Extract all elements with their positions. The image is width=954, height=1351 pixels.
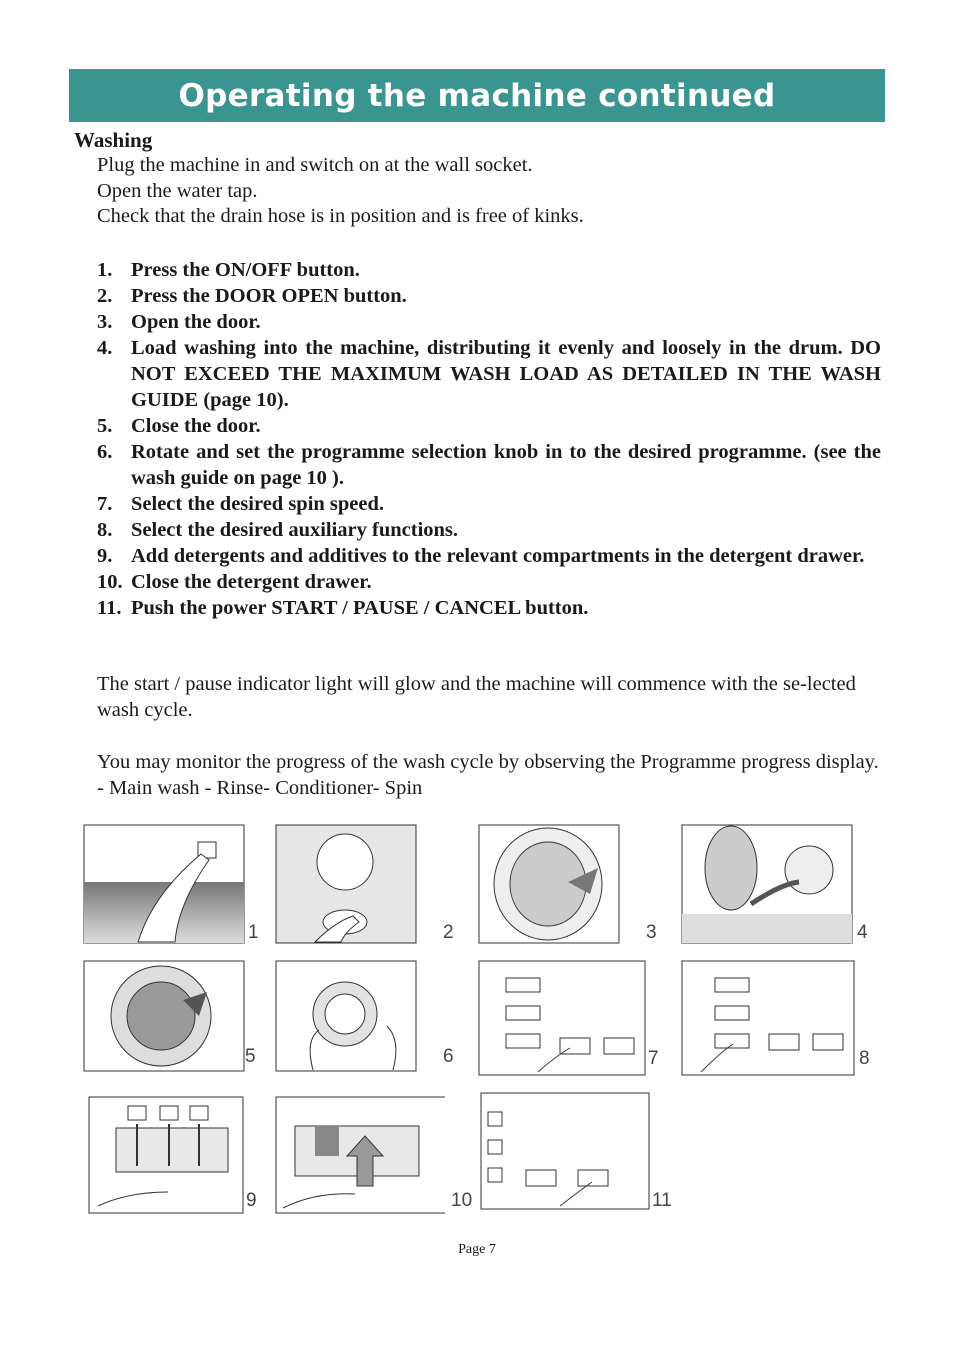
door-open-illustration: [275, 824, 417, 944]
step-number: 1.: [97, 259, 113, 281]
step-number: 7.: [97, 493, 113, 515]
step-number: 2.: [97, 285, 113, 307]
intro-line: Check that the drain hose is in position and is free of kinks.: [97, 205, 584, 227]
step-text: Load washing into the machine, distributing it evenly and loosely in the drum. DO NOT EXCEED THE MAXIMUM WASH LOAD AS DETAILED IN THE WASH GUIDE (page 10).: [131, 337, 881, 411]
step-text: Press the DOOR OPEN button.: [131, 285, 407, 307]
figure-10-label: 10: [451, 1190, 473, 1211]
intro-line: Open the water tap.: [97, 179, 258, 202]
step-item: [97, 569, 881, 595]
figure-5-label: 5: [245, 1046, 256, 1067]
instruction-figures: [80, 820, 880, 1220]
step-item: [97, 439, 881, 491]
page-title: Operating the machine continued: [178, 77, 776, 114]
figure-3-label: 3: [646, 922, 657, 943]
progress-paragraph: You may monitor the progress of the wash cycle by observing the Programme progress display. - Main wash - Rinse- Conditioner- Spin: [97, 751, 879, 799]
step-item: [97, 543, 881, 569]
figure-7: [478, 960, 659, 1076]
figure-7-label: 7: [648, 1048, 659, 1069]
step-text: Push the power START / PAUSE / CANCEL button.: [131, 597, 589, 619]
figure-1-label: 1: [248, 922, 259, 943]
figure-3: [478, 824, 657, 944]
step-item: [97, 335, 881, 413]
figure-1: [83, 824, 259, 944]
spin-speed-panel-illustration: [478, 960, 646, 1076]
figure-6-label: 6: [443, 1046, 454, 1067]
step-text: Open the door.: [131, 311, 261, 333]
load-washing-illustration: [681, 824, 853, 944]
programme-knob-illustration: [275, 960, 417, 1072]
figure-4-label: 4: [857, 922, 868, 943]
step-item: [97, 595, 881, 621]
step-text: Rotate and set the programme selection knob in to the desired programme. (see the wash guide on page 10 ).: [131, 441, 881, 489]
intro-text: [97, 153, 584, 230]
figure-10: [275, 1096, 473, 1214]
start-pause-panel-illustration: [480, 1092, 650, 1210]
step-number: 10.: [97, 571, 123, 593]
intro-line: Plug the machine in and switch on at the wall socket.: [97, 154, 533, 176]
step-item: [97, 257, 881, 283]
open-door-illustration: [478, 824, 620, 944]
figure-8: [681, 960, 870, 1076]
step-item: [97, 517, 881, 543]
step-item: [97, 309, 881, 335]
step-number: 5.: [97, 415, 113, 437]
close-door-illustration: [83, 960, 245, 1072]
figure-9-label: 9: [246, 1190, 257, 1211]
figure-5: [83, 960, 256, 1072]
figure-11: [480, 1092, 672, 1211]
step-number: 6.: [97, 441, 113, 463]
step-item: [97, 491, 881, 517]
step-item: [97, 413, 881, 439]
step-item: [97, 283, 881, 309]
step-text: Add detergents and additives to the relevant compartments in the detergent drawer.: [131, 545, 865, 567]
start-pause-paragraph: The start / pause indicator light will glow and the machine will commence with the se-lected wash cycle.: [97, 673, 856, 721]
section-title-washing: Washing: [74, 128, 153, 152]
step-number: 8.: [97, 519, 113, 541]
step-text: Close the door.: [131, 415, 261, 437]
figure-4: [681, 824, 868, 944]
title-banner: [69, 69, 885, 122]
step-text: Close the detergent drawer.: [131, 571, 372, 593]
step-text: Select the desired spin speed.: [131, 493, 385, 515]
figure-2: [275, 824, 454, 944]
step-number: 11.: [97, 597, 122, 619]
auxiliary-panel-illustration: [681, 960, 855, 1076]
detergent-drawer-illustration: [88, 1096, 244, 1214]
close-drawer-illustration: [275, 1096, 445, 1214]
step-text: Select the desired auxiliary functions.: [131, 519, 459, 541]
figure-8-label: 8: [859, 1048, 870, 1069]
figure-2-label: 2: [443, 922, 454, 943]
step-number: 9.: [97, 545, 113, 567]
figure-11-label: 11: [652, 1190, 672, 1211]
on-off-illustration: [83, 824, 245, 944]
page-number: Page 7: [458, 1242, 496, 1257]
figure-9: [88, 1096, 257, 1214]
figure-6: [275, 960, 454, 1072]
step-number: 4.: [97, 337, 113, 359]
step-text: Press the ON/OFF button.: [131, 259, 360, 281]
step-number: 3.: [97, 311, 113, 333]
steps-list: [97, 257, 881, 621]
